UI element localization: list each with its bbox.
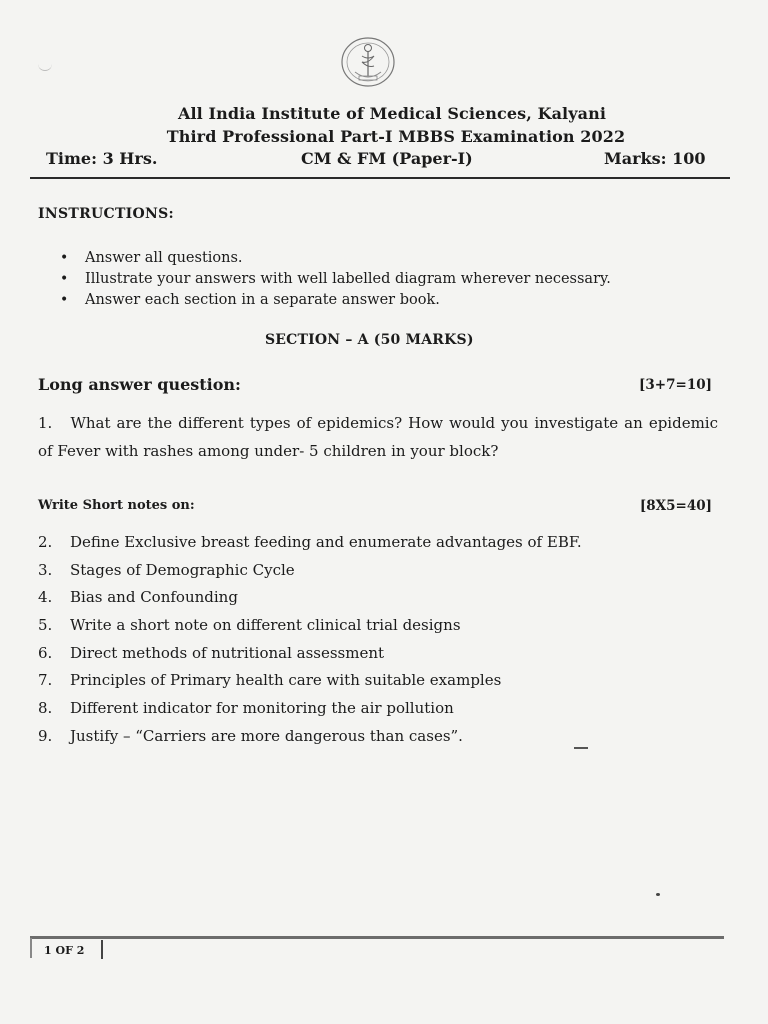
item-number: 5. xyxy=(38,616,53,635)
exam-title: Third Professional Part-I MBBS Examination 2022 xyxy=(166,127,626,146)
institute-name: All India Institute of Medical Sciences, Kalyani xyxy=(177,104,607,123)
question-number: 1. xyxy=(38,414,53,432)
item-number: 7. xyxy=(38,671,53,690)
instruction-item: • Answer each section in a separate answer book. xyxy=(60,290,611,311)
instruction-item: • Answer all questions. xyxy=(60,248,611,269)
item-text: Bias and Confounding xyxy=(70,588,238,607)
list-item xyxy=(38,612,582,640)
page-number: 1 OF 2 xyxy=(44,944,85,957)
item-number: 3. xyxy=(38,560,53,579)
stray-dot xyxy=(656,893,660,896)
long-answer-label: Long answer question: xyxy=(38,375,241,394)
list-item xyxy=(38,557,582,585)
short-notes-label: Write Short notes on: xyxy=(38,498,195,513)
question-1 xyxy=(38,409,718,465)
instruction-item: • Illustrate your answers with well labelled diagram wherever necessary. xyxy=(60,269,611,290)
item-text: Principles of Primary health care with suitable examples xyxy=(70,671,502,690)
section-title: SECTION – A (50 MARKS) xyxy=(265,332,474,348)
footer-tick xyxy=(30,938,32,958)
header-divider xyxy=(30,177,730,179)
item-text: Justify – “Carriers are more dangerous than cases”. xyxy=(70,726,463,745)
short-notes-list xyxy=(38,529,582,751)
instructions-heading: INSTRUCTIONS: xyxy=(38,206,174,222)
long-answer-marks: [3+7=10] xyxy=(639,377,712,393)
list-item xyxy=(38,584,582,612)
item-text: Define Exclusive breast feeding and enumerate advantages of EBF. xyxy=(70,533,582,551)
instructions-list xyxy=(60,248,611,311)
item-number: 8. xyxy=(38,699,53,718)
exam-subject: CM & FM (Paper-I) xyxy=(301,149,473,168)
list-item xyxy=(38,667,582,695)
list-item xyxy=(38,640,582,668)
item-number: 6. xyxy=(38,643,53,662)
short-notes-marks: [8X5=40] xyxy=(639,498,712,514)
exam-time: Time: 3 Hrs. xyxy=(46,149,158,168)
list-item xyxy=(38,529,582,557)
aiims-emblem-logo xyxy=(337,36,399,88)
item-number: 4. xyxy=(38,588,53,607)
page-number-bar xyxy=(101,940,103,959)
question-text: What are the different types of epidemics? How would you investigate an epidemic of Fever with rashes among under- 5 children in your block? xyxy=(38,414,718,460)
list-item xyxy=(38,695,582,723)
item-text: Write a short note on different clinical trial designs xyxy=(70,616,461,635)
item-text: Direct methods of nutritional assessment xyxy=(70,643,385,662)
item-number: 2. xyxy=(38,533,53,551)
item-number: 9. xyxy=(38,726,53,745)
item-text: Different indicator for monitoring the air pollution xyxy=(70,699,454,718)
exam-marks: Marks: 100 xyxy=(604,149,706,168)
scan-mark xyxy=(38,60,52,71)
item-text: Stages of Demographic Cycle xyxy=(70,560,295,579)
list-item xyxy=(38,723,582,751)
stray-mark xyxy=(574,747,588,749)
footer-divider xyxy=(30,936,724,939)
